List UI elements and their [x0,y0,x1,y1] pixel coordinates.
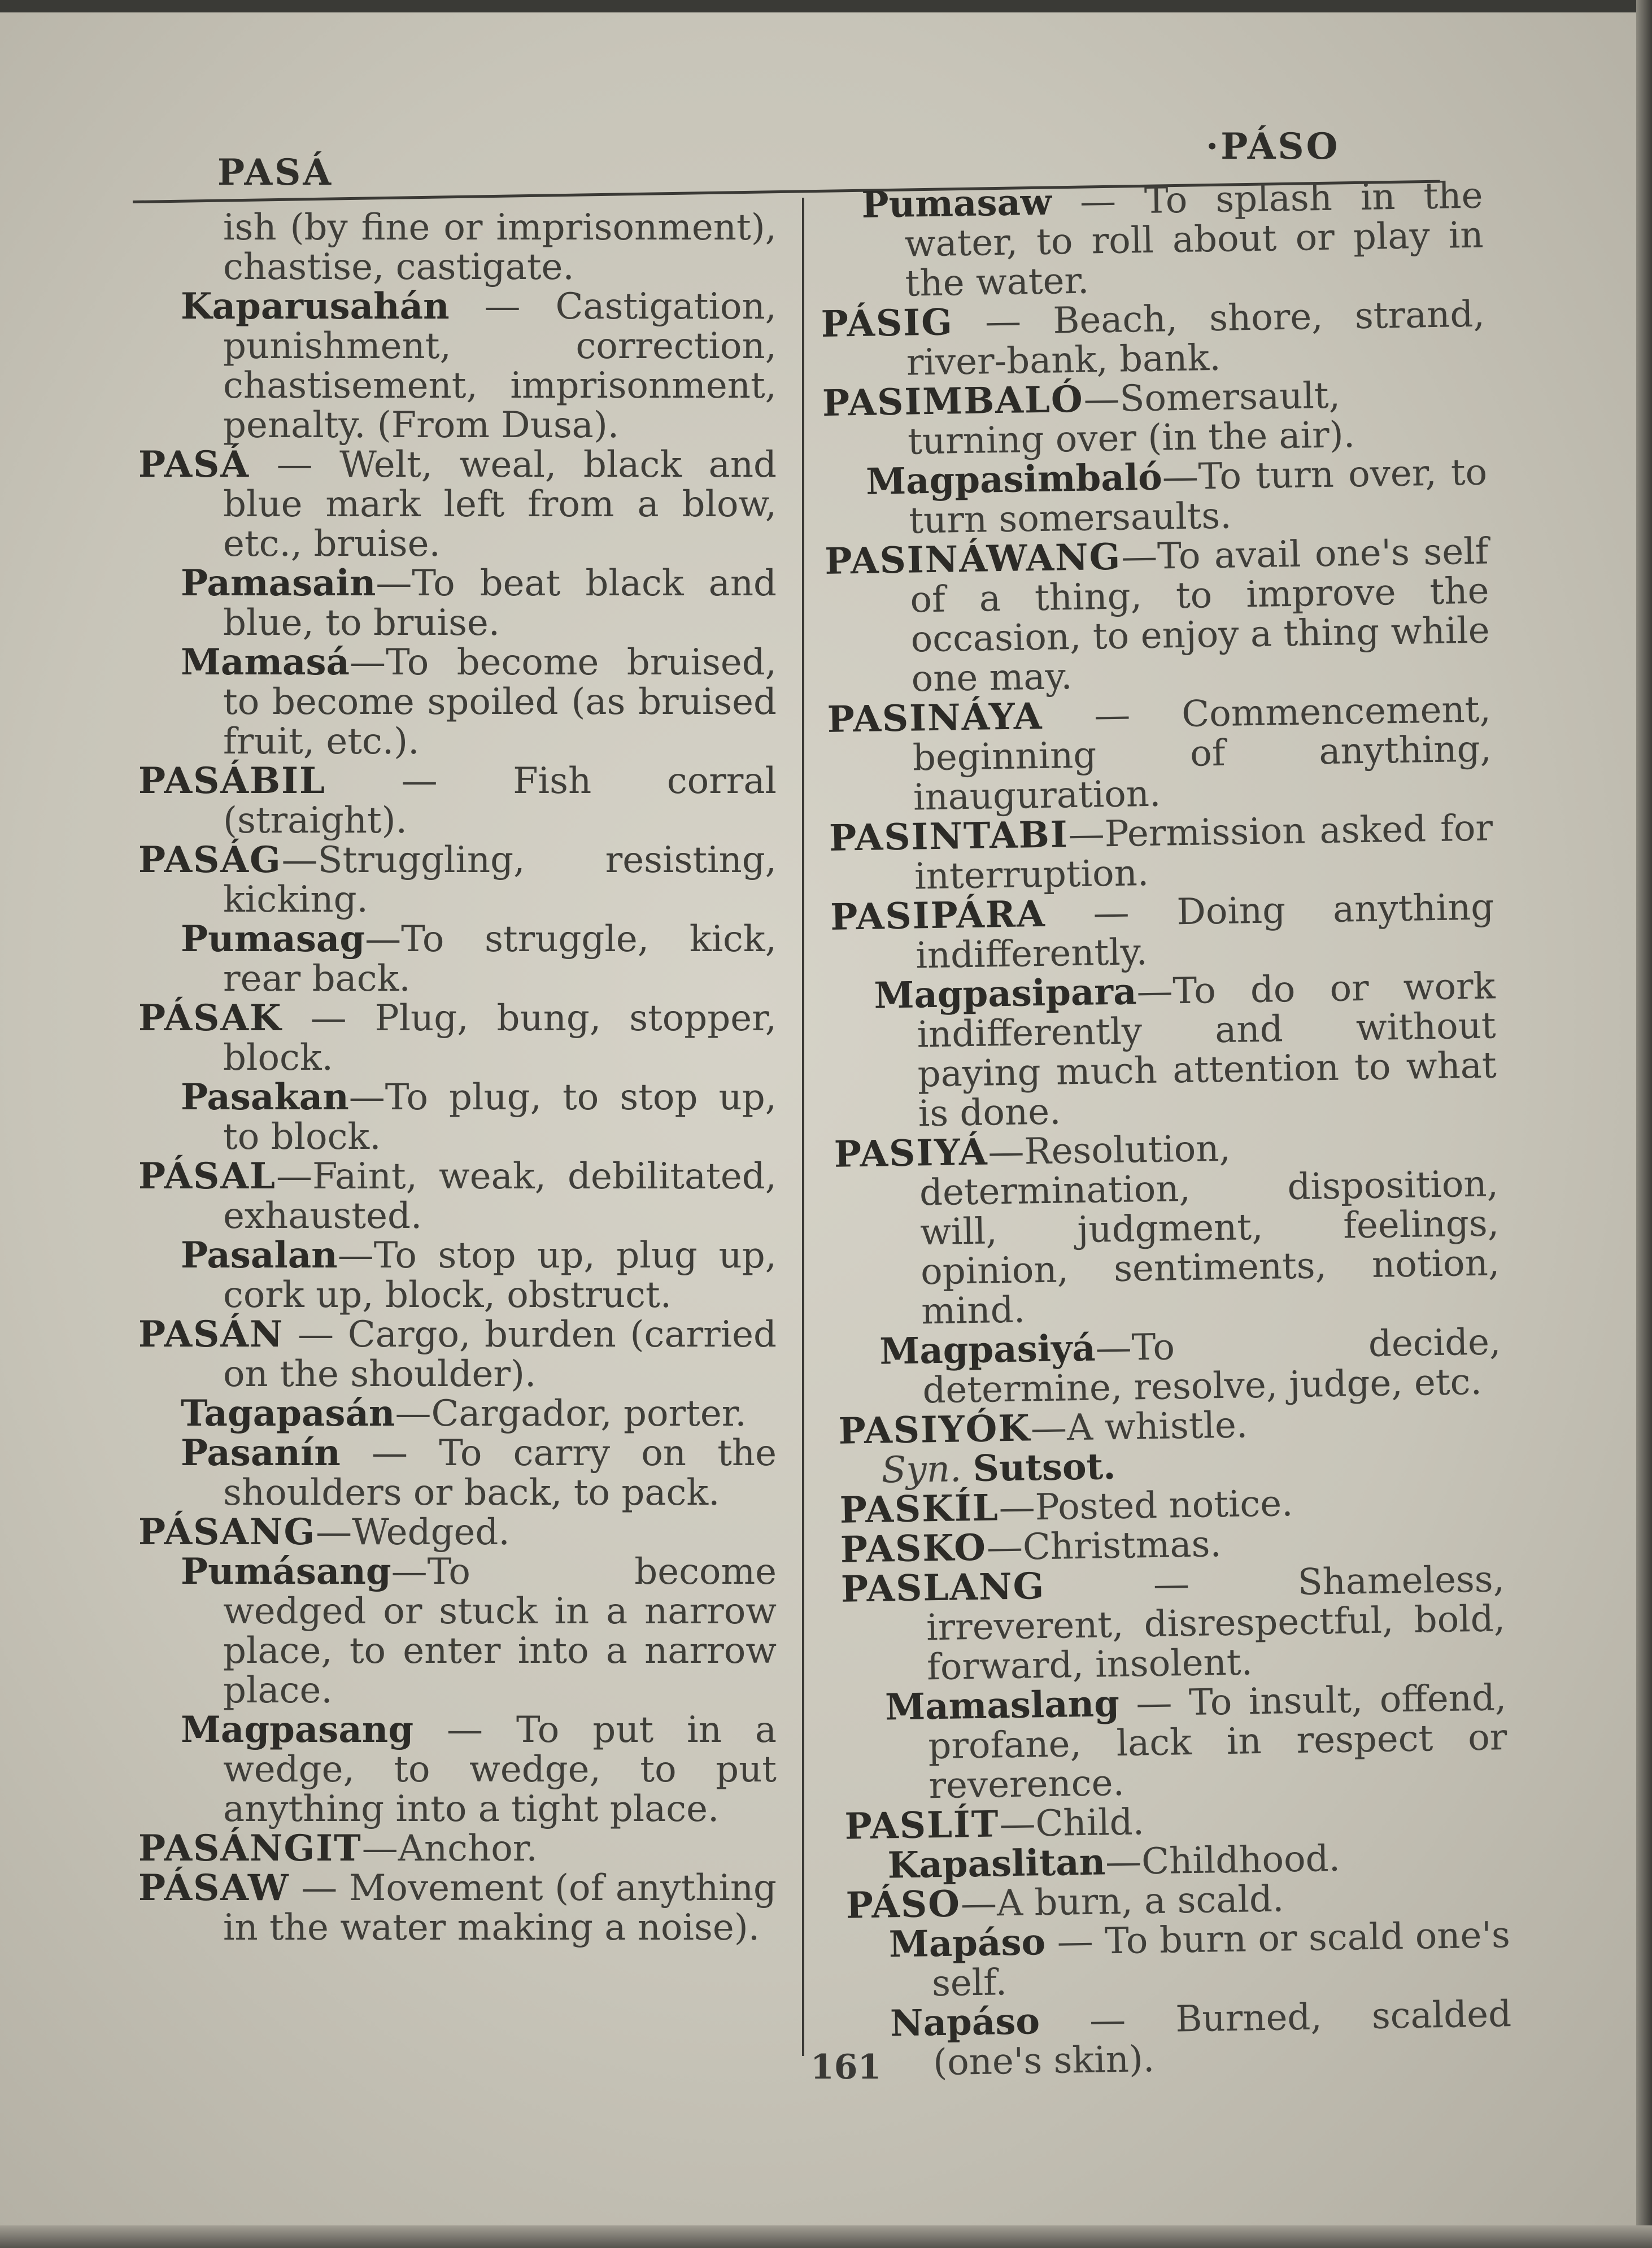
entry-headword: PASINÁWANG [824,535,1122,583]
entry-definition: — Beach, shore, strand, river-bank, bank. [906,293,1485,384]
entry-headword: PASKO [840,1526,987,1571]
entry-definition: — Welt, weal, black and blue mark left from a blow, etc., bruise. [223,444,777,565]
entry-headword: Mapáso [888,1921,1046,1966]
entry-definition: — Plug, bung, stopper, block. [223,997,777,1079]
dictionary-entry [138,999,777,1078]
entry-definition: —To do or work indifferently and without paying much attention to what is done. [917,965,1497,1135]
entry-definition: —Wedged. [316,1511,510,1553]
entry-definition: — Burned, scalded (one's skin). [932,1993,1512,2084]
entry-definition: —Christmas. [986,1523,1222,1569]
entry-headword: PASLANG [840,1565,1045,1611]
entry-definition: —To struggle, kick, rear back. [223,918,777,1000]
dictionary-entry [819,176,1484,305]
entry-headword: PÁSIG [821,301,954,346]
entry-headword: PASKÍL [839,1487,1000,1532]
entry-definition: —Faint, weak, debilitated, exhausted. [223,1156,777,1237]
dictionary-entry [138,1078,777,1157]
dictionary-entry [830,887,1495,977]
entry-definition: —A burn, a scald. [960,1878,1284,1925]
entry-headword: Kapaslitan [887,1841,1106,1887]
entry-headword: PASIYÁ [834,1131,989,1176]
entry-headword: Kaparusahán [181,285,450,328]
entry-definition: —Child. [999,1801,1145,1846]
entry-headword: PASÁBIL [138,760,326,802]
dictionary-entry [846,1915,1511,2005]
running-head-right: ·PÁSO [1206,125,1340,168]
dictionary-entry [138,1315,777,1394]
dictionary-entry [138,1710,777,1829]
entry-headword: Sutsot. [973,1445,1117,1490]
entry-definition: —To stop up, plug up, cork up, block, obstruct. [223,1235,777,1316]
entry-definition: —To turn over, to turn somersaults. [908,451,1488,542]
entry-definition: — Movement (of anything in the water making a noise). [223,1867,777,1949]
entry-definition: —A whistle. [1030,1404,1248,1450]
dictionary-entry [138,1236,777,1315]
entry-definition: —Somersault, turning over (in the air). [907,374,1355,463]
page-number: 161 [810,2047,882,2087]
entry-headword: PÁSAL [138,1155,276,1197]
entry-definition: — Cargo, burden (carried on the shoulder). [223,1314,777,1395]
entry-headword: Pamasain [181,562,376,604]
entry-headword: PASIPÁRA [830,892,1047,939]
entry-headword: Napáso [890,2000,1040,2045]
entry-headword: PASÁNGIT [138,1827,362,1870]
dictionary-entry [827,690,1492,818]
entry-headword: Pumásang [181,1550,391,1593]
dictionary-entry [837,1322,1502,1411]
dictionary-entry [834,1125,1500,1332]
entry-headword: PASINTABI [829,813,1069,860]
entry-definition: — To insult, offend, profane, lack in respect or reverence. [927,1677,1507,1807]
dictionary-entry [848,1994,1512,2084]
entry-headword: PÁSO [845,1883,961,1927]
entry-headword: Mamaslang [884,1682,1120,1729]
page-top-shadow [0,0,1652,12]
left-column [138,208,777,1948]
entry-headword: PASIYÓK [838,1407,1031,1453]
dictionary-entry [821,295,1485,384]
entry-definition: —Resolution, determination, disposition, will, judgment, feelings, opinion, sentiments, notion, mind. [919,1127,1500,1333]
entry-definition: —To decide, determine, resolve, judge, etc. [922,1321,1501,1412]
dictionary-entry [831,966,1497,1135]
dictionary-entry [138,445,777,564]
entry-definition: — Castigation, punishment, correction, chastisement, imprisonment, penalty. (From Dusa). [223,286,777,446]
entry-definition: —To beat black and blue, to bruise. [223,563,777,644]
column-divider [802,198,804,2056]
synonym-label: Syn. [881,1448,974,1492]
dictionary-entry [138,920,777,999]
dictionary-entry [138,840,777,920]
dictionary-entry [138,287,777,445]
entry-definition: — To put in a wedge, to wedge, to put anything into a tight place. [223,1709,777,1830]
dictionary-entry [138,1513,777,1552]
entry-headword: PASINÁYA [827,695,1043,741]
dictionary-entry [138,1829,777,1868]
entry-headword: Tagapasán [181,1392,395,1435]
entry-definition: —To become wedged or stuck in a narrow place, to enter into a narrow place. [223,1551,777,1711]
entry-headword: Pumasag [181,918,365,960]
entry-definition: —To avail one's self of a thing, to improve the occasion, to enjoy a thing while one may. [909,530,1490,700]
entry-definition: —Permission asked for interruption. [914,807,1493,898]
entry-definition: —Childhood. [1105,1837,1341,1884]
entry-definition: —To become bruised, to become spoiled (as bruised fruit, etc.). [223,642,777,763]
entry-headword: PÁSANG [138,1511,316,1553]
running-head-left: PASÁ [217,151,333,194]
entry-definition: —To plug, to stop up, to block. [223,1077,777,1158]
entry-headword: PASÁ [138,443,250,486]
entry-definition: —Cargador, porter. [395,1393,747,1435]
entry-headword: PÁSAK [138,997,282,1039]
dictionary-entry [138,1434,777,1513]
dictionary-entry [829,808,1494,898]
entry-definition: — To splash in the water, to roll about or play in the water. [904,175,1484,305]
entry-headword: Pasakan [181,1076,349,1118]
dictionary-entry [840,1559,1506,1688]
right-column [819,176,1512,2084]
entry-definition: — To burn or scald one's self. [931,1914,1511,2005]
dictionary-entry [138,1552,777,1710]
dictionary-entry [138,1394,777,1434]
dictionary-entry [138,761,777,840]
entry-headword: PASÁG [138,839,282,881]
dictionary-entry [138,643,777,761]
entry-definition: — To carry on the shoulders or back, to pack. [223,1432,777,1514]
entry-definition: ish (by fine or imprisonment), chastise, castigate. [223,207,777,288]
dictionary-entry [823,452,1488,542]
dictionary-entry [843,1678,1508,1807]
entry-headword: Magpasiyá [879,1327,1096,1373]
entry-definition: —Struggling, resisting, kicking. [223,839,777,921]
page-bottom-shadow [0,2225,1652,2248]
entry-definition: — Doing anything indifferently. [915,886,1494,977]
entry-definition: — Fish corral (straight). [223,760,777,842]
entry-definition: —Posted notice. [999,1483,1293,1530]
entry-headword: Magpasang [181,1709,414,1751]
entry-headword: Pumasaw [861,181,1052,226]
entry-headword: PASIMBALÓ [822,378,1084,425]
entry-definition: — Shameless, irreverent, disrespectful, bold, forward, insolent. [926,1558,1506,1689]
dictionary-entry [822,374,1487,463]
entry-headword: Mamasá [181,641,350,683]
entry-headword: PASÁN [138,1313,284,1356]
entry-headword: Pasanín [181,1432,341,1474]
entry-headword: Magpasipara [873,970,1137,1017]
page-right-shadow [1636,0,1652,2248]
dictionary-entry [138,208,777,287]
dictionary-entry [825,531,1490,700]
entry-headword: Pasalan [181,1234,338,1277]
entry-definition: —Anchor. [361,1828,538,1870]
dictionary-entry [138,564,777,643]
dictionary-entry [138,1157,777,1236]
entry-headword: Magpasimbaló [865,456,1163,503]
dictionary-entry [138,1868,777,1948]
entry-headword: PASLÍT [844,1803,1000,1848]
entry-definition: — Commencement, beginning of anything, inauguration. [912,689,1492,819]
entry-headword: PÁSAW [138,1867,290,1909]
